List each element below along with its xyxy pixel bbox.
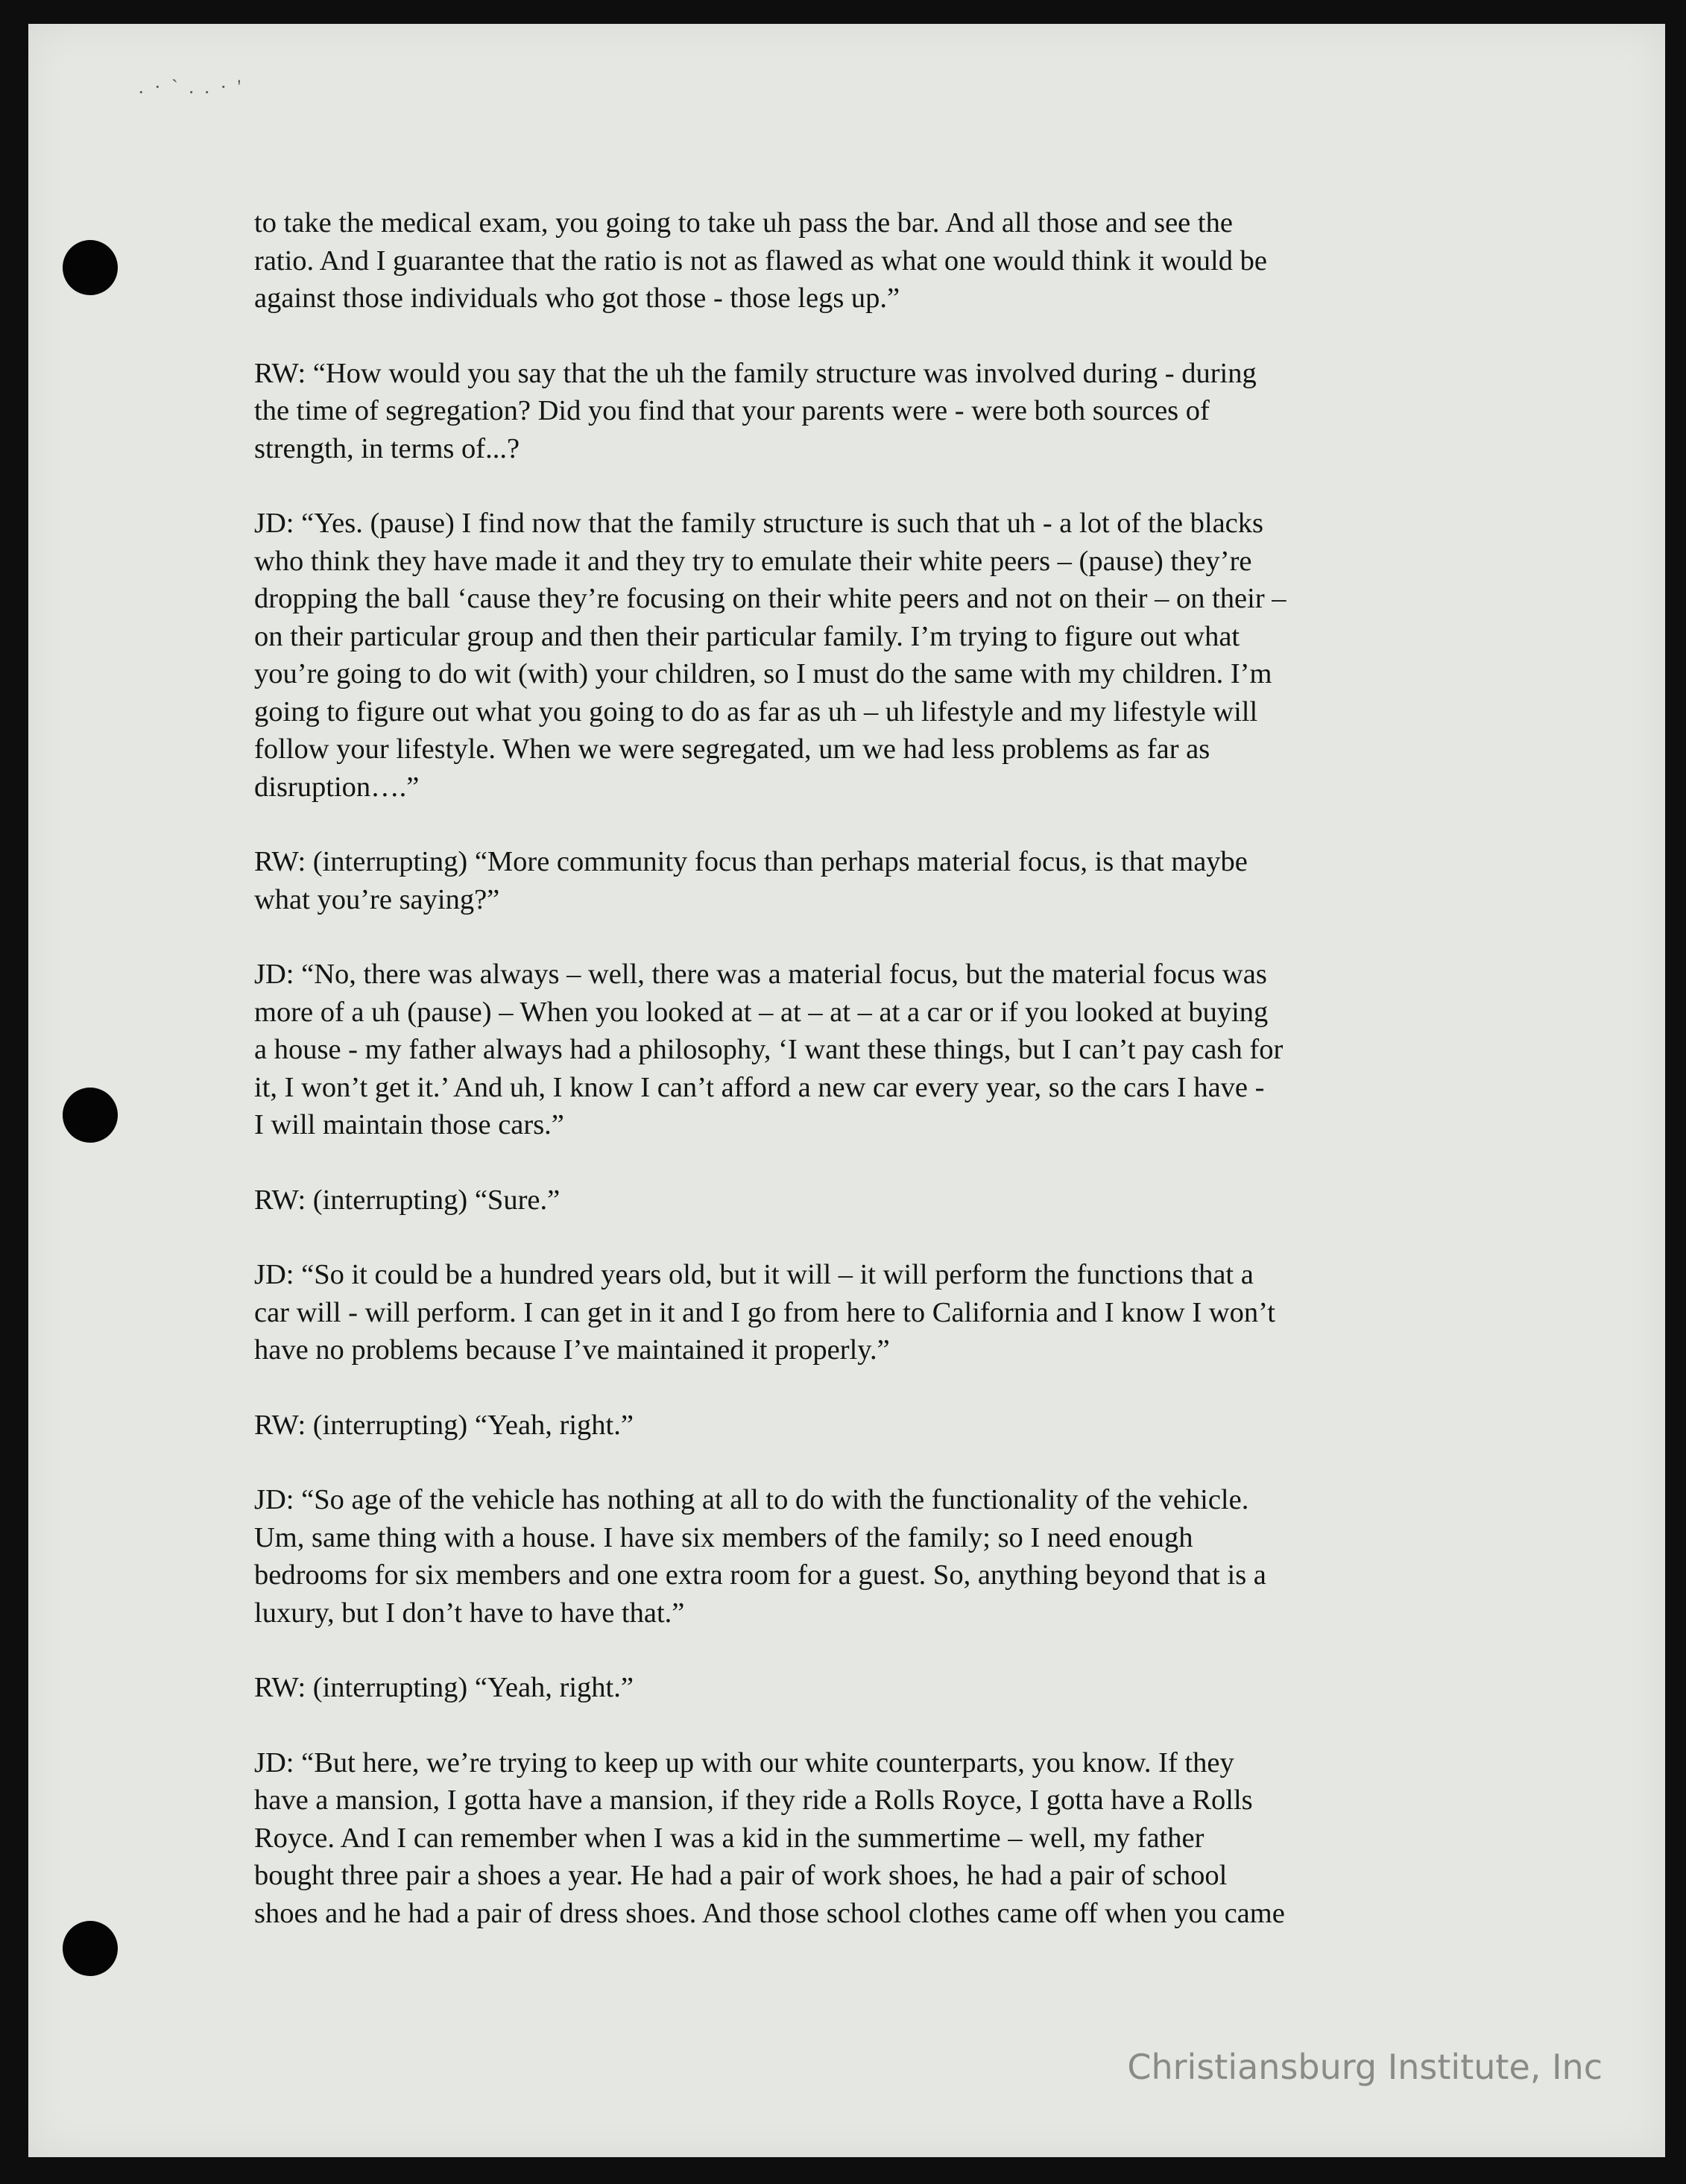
paragraph-6: RW: (interrupting) “Sure.” [254, 1184, 561, 1216]
paragraph-11: JD: “But here, we’re trying to keep up with our white counterparts, you know. If they have a mansion, I gotta have a mansion, if they ride a Rolls Royce, I gotta have a Rolls Royce. And I can remember when I was a kid in the summertime – well, my father bought three pair a shoes a year. He had a pair of work shoes, he had a pair of school shoes and he had a pair of dress shoes. And those school clothes came off when you came [254, 1746, 1285, 1929]
paragraph-2: RW: “How would you say that the uh the family structure was involved during - during the time of segregation? Did you find that your parents were - were both sources of strength, in terms of...? [254, 357, 1257, 464]
paragraph-9: JD: “So age of the vehicle has nothing at all to do with the functionality of the vehicle. Um, same thing with a house. I have six members of the family; so I need enough bedrooms for six members and one extra room for a guest. So, anything beyond that is a luxury, but I don’t have to have that.” [254, 1484, 1266, 1629]
watermark: Christiansburg Institute, Inc [1127, 2047, 1603, 2087]
paragraph-7: JD: “So it could be a hundred years old, but it will – it will perform the functions that a car will - will perform. I can get in it and I go from here to California and I know I won’t have no problems because I’ve maintained it properly.” [254, 1259, 1275, 1366]
paragraph-4: RW: (interrupting) “More community focus than perhaps material focus, is that maybe what you’re saying?” [254, 846, 1248, 915]
paragraph-3: JD: “Yes. (pause) I find now that the family structure is such that uh - a lot of the blacks who think they have made it and they try to emulate their white peers – (pause) they’re dropping the ball ‘cause they’re focusing on their white peers and not on their – on their – on their particular group and then their particular family. I’m trying to figure out what you’re going to do wit (with) your children, so I must do the same with my children. I’m going to figure out what you going to do as far as uh – uh lifestyle and my lifestyle will follow your lifestyle. When we were segregated, um we had less problems as far as disruption….” [254, 508, 1286, 803]
paragraph-8: RW: (interrupting) “Yeah, right.” [254, 1409, 634, 1441]
paragraph-1: to take the medical exam, you going to take uh pass the bar. And all those and see the ratio. And I guarantee that the ratio is not as flawed as what one would think it would be against those individuals who got those - those legs up.” [254, 207, 1267, 314]
transcript-body [254, 204, 1462, 1969]
document-page [28, 24, 1665, 2157]
paragraph-10: RW: (interrupting) “Yeah, right.” [254, 1672, 634, 1703]
scan-marks: . · ` . . · ' [139, 76, 244, 98]
punch-hole-middle [63, 1088, 118, 1143]
paragraph-5: JD: “No, there was always – well, there was a material focus, but the material focus was more of a uh (pause) – When you looked at – at – at – at a car or if you looked at buying a house - my father always had a philosophy, ‘I want these things, but I can’t pay cash for it, I won’t get it.’ And uh, I know I can’t afford a new car every year, so the cars I have - I will maintain those cars.” [254, 959, 1284, 1140]
punch-hole-bottom [63, 1921, 118, 1976]
punch-hole-top [63, 240, 118, 295]
